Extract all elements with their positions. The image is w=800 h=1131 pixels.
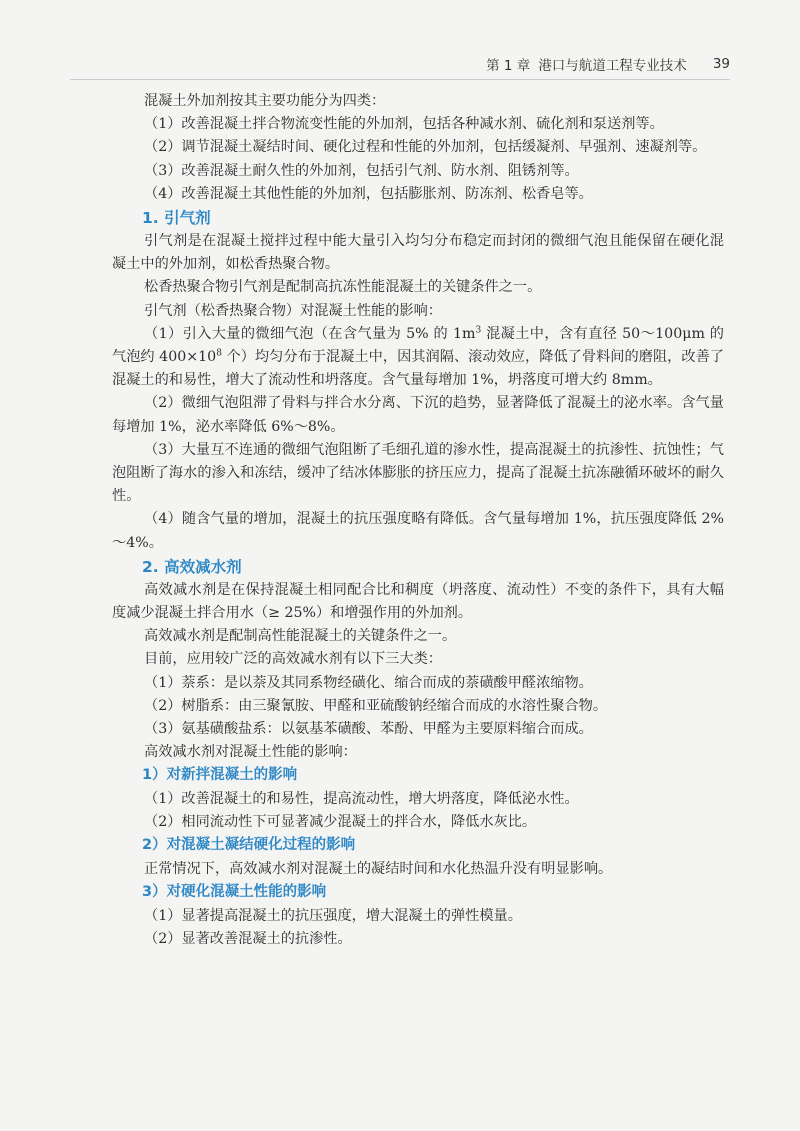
list-item: （2）调节混凝土凝结时间、硬化过程和性能的外加剂，包括缓凝剂、早强剂、速凝剂等。 — [144, 139, 707, 156]
list-item: （3）改善混凝土耐久性的外加剂，包括引气剂、防水剂、阻锈剂等。 — [144, 162, 579, 179]
paragraph: 松香热聚合物引气剂是配制高抗冻性能混凝土的关键条件之一。 — [144, 279, 542, 296]
text-run: 混凝土中，含有直径 50～100μm 的气泡约 400×10 — [112, 325, 724, 366]
list-item: （1）显著提高混凝土的抗压强度，增大混凝土的弹性模量。 — [144, 907, 522, 924]
list-item: （2）微细气泡阻滞了骨料与拌合水分离、下沉的趋势，显著降低了混凝土的泌水率。含气量每增加 1%，泌水率降低 6%～8%。 — [112, 395, 724, 435]
superscript: 3 — [475, 325, 482, 336]
subsection-heading: 1）对新拌混凝土的影响 — [142, 767, 298, 784]
header-divider — [70, 79, 730, 80]
paragraph: 高效减水剂是在保持混凝土相同配合比和稠度（坍落度、流动性）不变的条件下，具有大幅度减少混凝土拌合用水（≥ 25%）和增强作用的外加剂。 — [112, 581, 724, 622]
running-header — [144, 52, 730, 76]
paragraph: 目前，应用较广泛的高效减水剂有以下三大类： — [144, 651, 442, 668]
list-item: （2）树脂系：由三聚氰胺、甲醛和亚硫酸钠经缩合而成的水溶性聚合物。 — [144, 697, 608, 714]
intro-paragraph: 混凝土外加剂按其主要功能分为四类： — [144, 93, 386, 109]
list-item: （2）相同流动性下可显著减少混凝土的拌合水，降低水灰比。 — [144, 814, 537, 831]
superscript: 8 — [216, 348, 222, 359]
list-item: （1）萘系：是以萘及其同系物经磺化、缩合而成的萘磺酸甲醛浓缩物。 — [144, 674, 593, 691]
page-body — [112, 90, 724, 951]
list-item: （2）显著改善混凝土的抗渗性。 — [144, 930, 352, 947]
paragraph: 引气剂是在混凝土搅拌过程中能大量引入均匀分布稳定而封闭的微细气泡且能保留在硬化混凝土中的外加剂，如松香热聚合物。 — [112, 233, 724, 273]
subsection-heading: 3）对硬化混凝土性能的影响 — [142, 884, 327, 901]
list-item: （3）大量互不连通的微细气泡阻断了毛细孔道的渗水性，提高混凝土的抗渗性、抗蚀性；气泡阻断了海水的渗入和冻结，缓冲了结冰体膨胀的挤压应力，提高了混凝土抗冻融循环破坏的耐久性。 — [112, 441, 724, 505]
paragraph: 高效减水剂对混凝土性能的影响： — [144, 744, 357, 761]
chapter-title: 港口与航道工程专业技术 — [538, 58, 687, 74]
paragraph: 引气剂（松香热聚合物）对混凝土性能的影响： — [144, 302, 442, 319]
section-heading-air-entraining-agent: 1. 引气剂 — [142, 209, 211, 228]
list-item: （4）改善混凝土其他性能的外加剂，包括膨胀剂、防冻剂、松香皂等。 — [144, 185, 593, 202]
subsection-heading: 2）对混凝土凝结硬化过程的影响 — [142, 837, 356, 854]
text-run: （1）引入大量的微细气泡（在含气量为 5% 的 1m — [144, 325, 476, 342]
chapter-label: 第 1 章 — [486, 58, 531, 74]
list-item — [112, 323, 724, 393]
paragraph: 高效减水剂是配制高性能混凝土的关键条件之一。 — [144, 628, 457, 645]
list-item: （1）改善混凝土拌合物流变性能的外加剂，包括各种减水剂、硫化剂和泵送剂等。 — [144, 116, 664, 133]
paragraph: 正常情况下，高效减水剂对混凝土的凝结时间和水化热温升没有明显影响。 — [144, 860, 613, 877]
text-run: 个）均匀分布于混凝土中，因其润隔、滚动效应，降低了骨料间的磨阻，改善了混凝土的和易性，增大了流动性和坍落度。含气量每增加 1%，坍落度可增大约 8mm。 — [112, 349, 725, 389]
section-heading-superplasticizer: 2. 高效减水剂 — [142, 557, 242, 576]
list-item: （3）氨基磺酸盐系：以氨基苯磺酸、苯酚、甲醛为主要原料缩合而成。 — [144, 721, 593, 738]
list-item: （4）随含气量的增加，混凝土的抗压强度略有降低。含气量每增加 1%，抗压强度降低 2%～4%。 — [112, 511, 724, 551]
list-item: （1）改善混凝土的和易性，提高流动性，增大坍落度，降低泌水性。 — [144, 790, 579, 807]
page-number: 39 — [712, 56, 730, 72]
